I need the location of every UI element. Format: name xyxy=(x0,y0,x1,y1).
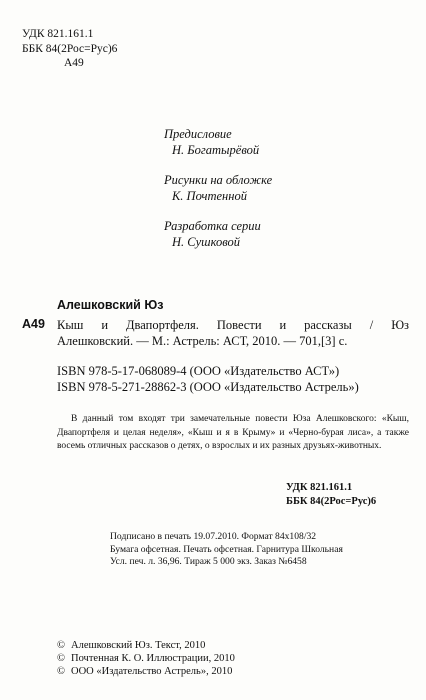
biblio-line-1: Кыш и Двапортфеля. Повести и рассказы / Юз xyxy=(57,318,409,332)
credit-foreword xyxy=(164,126,272,158)
classification-top xyxy=(22,27,117,71)
bibliographic-description xyxy=(57,317,409,349)
annotation: В данный том входят три замечательные повести Юза Алешковского: «Кыш, Двапортфеля и целая неделя», «Кыш и я в Крыму» и «Черно-бурая лиса», а также восемь отличных рассказов о детях, о взрослых и их разных друзьях-животных. xyxy=(57,414,409,451)
copyright-symbol: © xyxy=(57,640,65,651)
copyright-symbol: © xyxy=(57,665,65,677)
biblio-line-2: Алешковский. — М.: Астрель: АСТ, 2010. — 701,[3] с. xyxy=(57,334,348,348)
print-info-line: Усл. печ. л. 36,96. Тираж 5 000 экз. Заказ №6458 xyxy=(110,556,307,567)
copyright-text: ООО «Издательство Астрель», 2010 xyxy=(71,665,233,677)
isbn-ast: ISBN 978-5-17-068089-4 (ООО «Издательство АСТ») xyxy=(57,364,340,378)
copyright-line xyxy=(57,653,235,666)
bbk-code: ББК 84(2Рос=Рус)6 xyxy=(286,496,377,507)
credit-cover-art xyxy=(164,172,272,204)
author-mark: А49 xyxy=(64,57,84,69)
credit-person: Н. Сушковой xyxy=(172,235,240,249)
author-heading: Алешковский Юз xyxy=(57,298,164,312)
credit-series-design xyxy=(164,218,272,250)
credit-role: Рисунки на обложке xyxy=(164,173,273,187)
isbn-astrel: ISBN 978-5-271-28862-3 (ООО «Издательство Астрель») xyxy=(57,380,359,394)
copyright-symbol: © xyxy=(57,652,65,664)
classification-bottom xyxy=(286,481,376,509)
udk-code: УДК 821.161.1 xyxy=(286,482,353,493)
copyright-text: Алешковский Юз. Текст, 2010 xyxy=(71,640,206,651)
copyright-block xyxy=(57,640,235,678)
copyright-line xyxy=(57,640,235,653)
copyright-line xyxy=(57,666,235,679)
author-mark-bold: А49 xyxy=(22,317,45,331)
bbk-code: ББК 84(2Рос=Рус)6 xyxy=(22,42,118,55)
print-info-line: Подписано в печать 19.07.2010. Формат 84x108/32 xyxy=(110,531,317,542)
credit-person: Н. Богатырёвой xyxy=(172,143,260,157)
isbn-block xyxy=(57,363,359,395)
credits xyxy=(164,126,272,264)
udk-code: УДК 821.161.1 xyxy=(22,28,94,40)
copyright-text: Почтенная К. О. Иллюстрации, 2010 xyxy=(71,652,235,664)
credit-role: Предисловие xyxy=(164,127,232,141)
credit-role: Разработка серии xyxy=(164,219,261,233)
credit-person: К. Почтенной xyxy=(172,189,247,203)
print-info xyxy=(110,531,343,569)
print-info-line: Бумага офсетная. Печать офсетная. Гарнитура Школьная xyxy=(110,543,343,555)
